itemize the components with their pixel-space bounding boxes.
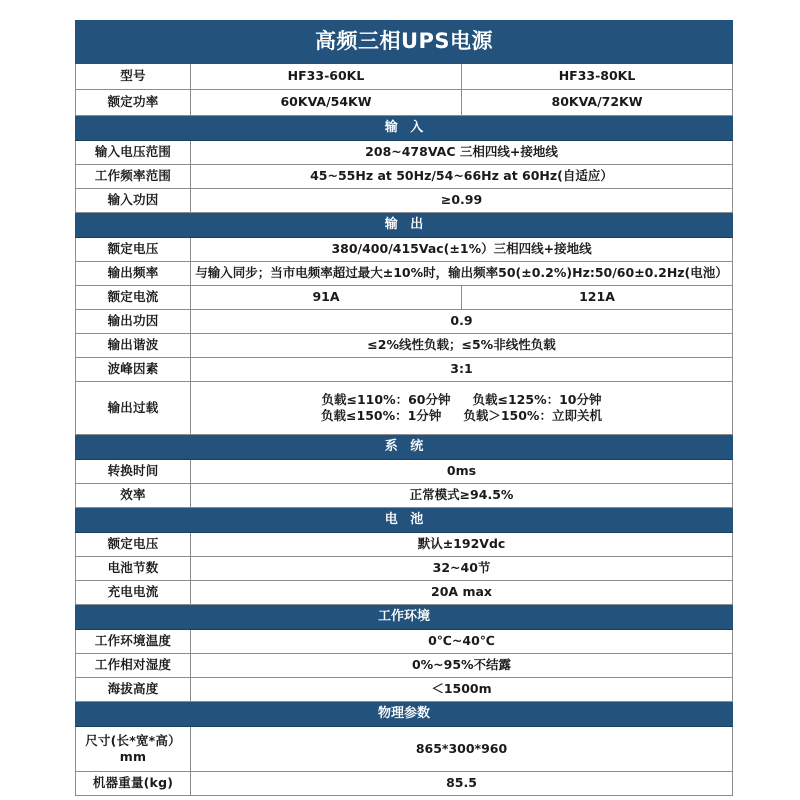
- row-label-efficiency: 效率: [76, 484, 191, 508]
- section-label: 物理参数: [378, 706, 431, 722]
- row-value-output-overload: [191, 382, 733, 435]
- row-value-efficiency: 正常模式≥94.5%: [191, 484, 733, 508]
- row-label-battery-cells: 电池节数: [76, 557, 191, 581]
- row-label-charging-current: 充电电流: [76, 581, 191, 605]
- dimensions-label-line1: 尺寸(长*宽*高）: [85, 732, 181, 748]
- table-title-row: [76, 21, 733, 64]
- section-header-environment: [76, 605, 733, 630]
- model-b-name: HF33-80KL: [462, 64, 733, 90]
- section-label: 工作环境: [378, 609, 431, 625]
- row-label-input-power-factor: 输入功因: [76, 189, 191, 213]
- page-title: 高频三相UPS电源: [76, 21, 733, 64]
- table-row: [76, 310, 733, 334]
- section-header-output: [76, 213, 733, 238]
- row-label-input-frequency-range: 工作频率范围: [76, 165, 191, 189]
- row-label-rated-power: 额定功率: [76, 90, 191, 116]
- table-row: [76, 238, 733, 262]
- model-b-rated-current: 121A: [462, 286, 733, 310]
- row-value-output-power-factor: 0.9: [191, 310, 733, 334]
- table-row: [76, 334, 733, 358]
- row-label-dimensions: [76, 727, 191, 772]
- ups-specification-table: [75, 20, 733, 796]
- table-row: [76, 581, 733, 605]
- section-label: 输 出: [384, 217, 428, 233]
- row-label-transfer-time: 转换时间: [76, 460, 191, 484]
- table-row: [76, 165, 733, 189]
- row-value-transfer-time: 0ms: [191, 460, 733, 484]
- overload-line-1: 负载≤110%：60分钟 负载≤125%：10分钟: [321, 391, 602, 407]
- section-header-system: [76, 435, 733, 460]
- table-row: [76, 382, 733, 435]
- section-label: 输 入: [384, 120, 428, 136]
- section-header-input: [76, 116, 733, 141]
- row-value-altitude: ＜1500m: [191, 678, 733, 702]
- table-row: [76, 678, 733, 702]
- row-label-input-voltage-range: 输入电压范围: [76, 141, 191, 165]
- row-label-altitude: 海拔高度: [76, 678, 191, 702]
- row-value-dimensions: 865*300*960: [191, 727, 733, 772]
- row-label-relative-humidity: 工作相对湿度: [76, 654, 191, 678]
- table-row: [76, 727, 733, 772]
- row-label-weight: 机器重量(kg): [76, 772, 191, 796]
- dimensions-label-line2: mm: [119, 749, 147, 764]
- model-a-rated-current: 91A: [191, 286, 462, 310]
- table-row: [76, 630, 733, 654]
- row-value-output-voltage: 380/400/415Vac(±1%）三相四线+接地线: [191, 238, 733, 262]
- row-value-input-voltage-range: 208~478VAC 三相四线+接地线: [191, 141, 733, 165]
- row-value-weight: 85.5: [191, 772, 733, 796]
- table-row: [76, 64, 733, 90]
- overload-line-2: 负载≤150%：1分钟 负载＞150%：立即关机: [321, 408, 602, 423]
- section-header-physical: [76, 702, 733, 727]
- section-header-battery: [76, 508, 733, 533]
- table-row: [76, 262, 733, 286]
- section-label: 电 池: [384, 512, 428, 528]
- row-label-model: 型号: [76, 64, 191, 90]
- model-b-rated-power: 80KVA/72KW: [462, 90, 733, 116]
- row-label-output-overload: 输出过载: [76, 382, 191, 435]
- table-row: [76, 460, 733, 484]
- row-value-charging-current: 20A max: [191, 581, 733, 605]
- row-value-input-power-factor: ≥0.99: [191, 189, 733, 213]
- table-row: [76, 484, 733, 508]
- row-value-crest-factor: 3:1: [191, 358, 733, 382]
- table-row: [76, 533, 733, 557]
- row-value-input-frequency-range: 45~55Hz at 50Hz/54~66Hz at 60Hz(自适应）: [191, 165, 733, 189]
- section-label: 系 统: [384, 439, 428, 455]
- model-a-name: HF33-60KL: [191, 64, 462, 90]
- row-value-battery-voltage: 默认±192Vdc: [191, 533, 733, 557]
- table-row: [76, 286, 733, 310]
- row-label-rated-current: 额定电流: [76, 286, 191, 310]
- table-row: [76, 141, 733, 165]
- row-value-output-harmonics: ≤2%线性负载；≤5%非线性负载: [191, 334, 733, 358]
- row-label-output-voltage: 额定电压: [76, 238, 191, 262]
- row-value-relative-humidity: 0%~95%不结露: [191, 654, 733, 678]
- row-label-output-frequency: 输出频率: [76, 262, 191, 286]
- row-label-crest-factor: 波峰因素: [76, 358, 191, 382]
- row-label-output-harmonics: 输出谐波: [76, 334, 191, 358]
- table-row: [76, 90, 733, 116]
- row-value-battery-cells: 32~40节: [191, 557, 733, 581]
- table-row: [76, 772, 733, 796]
- table-row: [76, 358, 733, 382]
- table-row: [76, 557, 733, 581]
- row-label-output-power-factor: 输出功因: [76, 310, 191, 334]
- row-label-battery-voltage: 额定电压: [76, 533, 191, 557]
- row-value-output-frequency: 与输入同步；当市电频率超过最大±10%时，输出频率50(±0.2%)Hz:50/60±0.2Hz(电池）: [191, 262, 733, 286]
- table-row: [76, 189, 733, 213]
- row-value-ambient-temperature: 0℃~40℃: [191, 630, 733, 654]
- table-row: [76, 654, 733, 678]
- model-a-rated-power: 60KVA/54KW: [191, 90, 462, 116]
- row-label-ambient-temperature: 工作环境温度: [76, 630, 191, 654]
